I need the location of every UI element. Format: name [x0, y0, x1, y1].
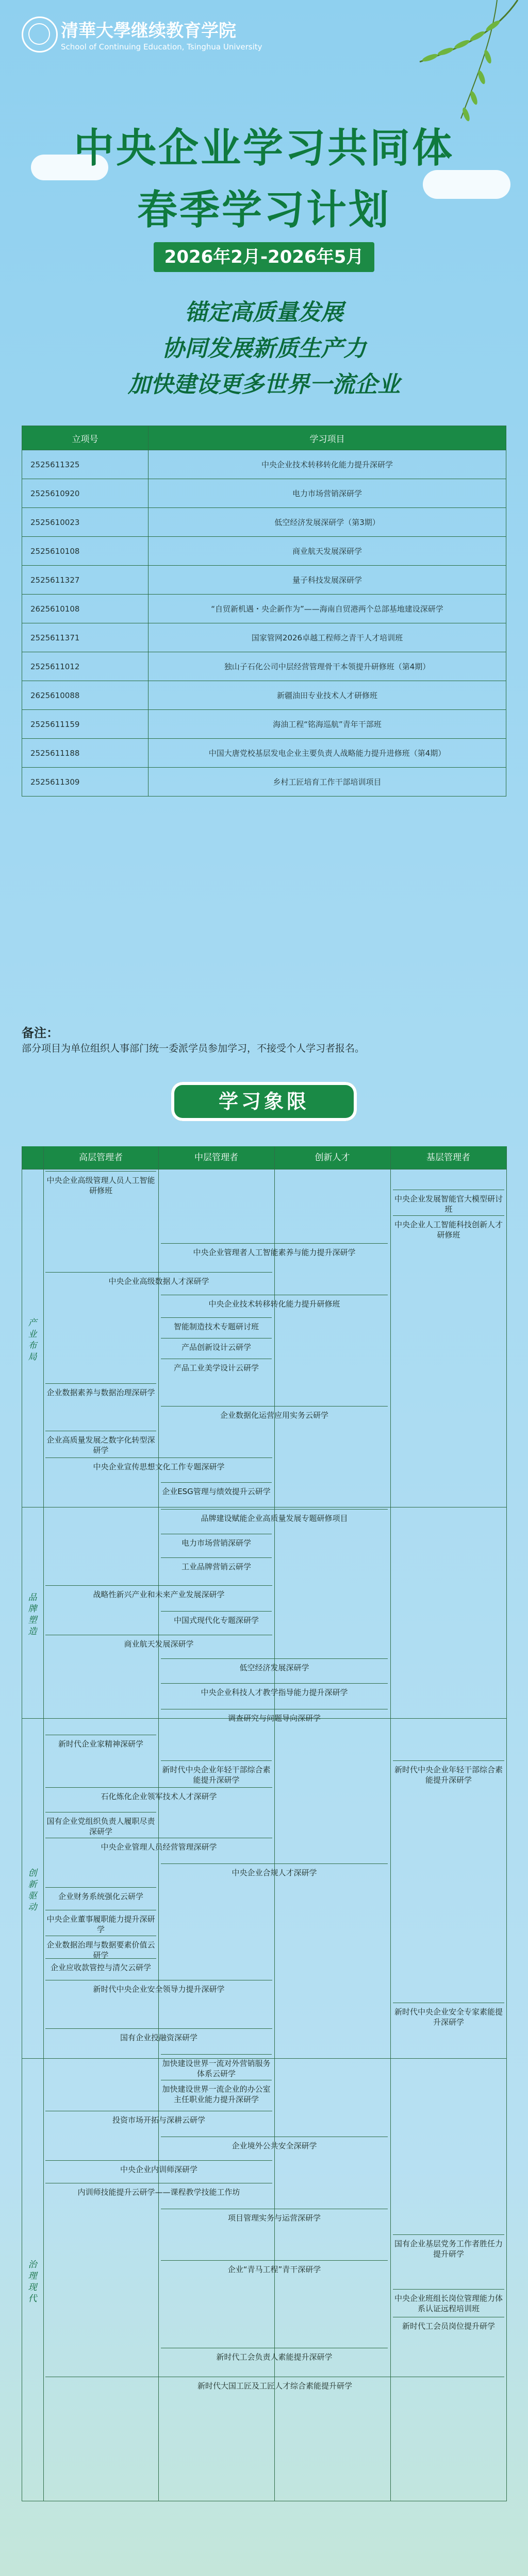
- section-title-learning-quadrant: 学习象限: [171, 1082, 357, 1121]
- project-name: 海油工程“铭海巡航”青年干部班: [148, 710, 506, 739]
- quadrant-item: 企业财务系统强化云研学: [58, 1892, 143, 1901]
- table-row: [22, 479, 506, 508]
- quadrant-item: 企业数据治理与数据要素价值云研学: [46, 1940, 155, 1960]
- project-name: 独山子石化公司中层经营管理骨干本领提升研修班（第4期）: [148, 652, 506, 681]
- quadrant-group-label: [22, 1592, 43, 1637]
- project-id: 2625610088: [22, 681, 148, 710]
- quadrant-item: 中央企业技术转移转化能力提升研修班: [208, 1299, 340, 1309]
- quadrant-item: 加快建设世界一流对外营销服务体系云研学: [162, 2059, 271, 2078]
- quadrant-item: 加快建设世界一流企业的办公室主任职业能力提升深研学: [162, 2084, 271, 2104]
- main-title-line1: 中央企业学习共同体: [73, 125, 454, 172]
- table-header-project: 学习项目: [148, 426, 506, 450]
- quadrant-item: 新时代中央企业年轻干部综合素能提升深研学: [162, 1765, 271, 1785]
- quadrant-item: 中央企业合规人才深研学: [232, 1868, 317, 1877]
- quadrant-item: 智能制造技术专题研讨班: [173, 1322, 259, 1331]
- quadrant-item: 产品工业美学设计云研学: [173, 1363, 259, 1372]
- quadrant-item: 工业品牌营销云研学: [181, 1562, 251, 1571]
- group-label-char: 布: [28, 1341, 37, 1351]
- project-name: 量子科技发展深研学: [148, 566, 506, 595]
- quadrant-item: 企业数据化运营应用实务云研学: [220, 1411, 328, 1420]
- project-table: [22, 426, 506, 796]
- project-id: 2525611309: [22, 768, 148, 796]
- quadrant-item: 企业境外公共安全深研学: [232, 2141, 317, 2150]
- item-divider: [161, 1611, 272, 1612]
- project-id: 2525610023: [22, 508, 148, 537]
- quadrant-item: 企业ESG管理与绩效提升云研学: [162, 1487, 271, 1496]
- quadrant-item: 中央企业科技人才教学指导能力提升深研学: [201, 1688, 348, 1697]
- quadrant-item: 投资市场开拓与深耕云研学: [112, 2115, 205, 2125]
- quadrant-item: 中央企业内训师深研学: [120, 2165, 197, 2174]
- quadrant-header: 基层管理者: [390, 1146, 506, 1169]
- quadrant-item: 石化炼化企业领军技术人才深研学: [101, 1792, 217, 1801]
- group-label-char: 造: [28, 1626, 37, 1637]
- item-divider: [45, 1887, 156, 1888]
- item-divider: [161, 1557, 272, 1558]
- project-name: 中国大唐党校基层发电企业主要负责人战略能力提升进修班（第4期）: [148, 739, 506, 768]
- project-id: 2525610108: [22, 537, 148, 566]
- table-row: [22, 450, 506, 479]
- project-id: 2525611325: [22, 450, 148, 479]
- table-row: [22, 710, 506, 739]
- slogan-3: 加快建设更多世界一流企业: [128, 371, 400, 398]
- quadrant-item: 企业应收款管控与清欠云研学: [50, 1963, 151, 1972]
- group-label-char: 治: [28, 2260, 37, 2270]
- item-divider: [45, 1585, 272, 1586]
- quadrant-item: 品牌建设赋能企业高质量发展专题研修项目: [201, 1514, 348, 1523]
- item-divider: [393, 1215, 504, 1216]
- item-divider: [45, 1383, 156, 1384]
- quadrant-item: 中国式现代化专题深研学: [173, 1616, 259, 1625]
- group-label-char: 产: [28, 1318, 37, 1328]
- group-label-char: 动: [28, 1902, 37, 1912]
- group-divider: [22, 1169, 506, 1170]
- grid-vline: [390, 1146, 391, 2501]
- grid-vline: [43, 1146, 44, 2501]
- quadrant-item: 中央企业管理者人工智能素养与能力提升深研学: [193, 1248, 356, 1257]
- group-label-char: 牌: [28, 1604, 37, 1614]
- logo-english-name: School of Continuing Education, Tsinghua University: [61, 42, 262, 52]
- project-id: 2525611012: [22, 652, 148, 681]
- project-name: 乡村工匠培育工作干部培训项目: [148, 768, 506, 796]
- item-divider: [161, 2260, 388, 2261]
- quadrant-item: 国有企业党组织负责人履职尽责深研学: [46, 1817, 155, 1836]
- project-name: 商业航天发展深研学: [148, 537, 506, 566]
- table-row: [22, 768, 506, 796]
- main-title-line2: 春季学习计划: [137, 187, 391, 233]
- quadrant-item: 中央企业宣传思想文化工作专题深研学: [93, 1462, 225, 1471]
- slogan-2: 协同发展新质生产力: [162, 335, 366, 362]
- school-logo: [14, 13, 303, 70]
- table-row: [22, 623, 506, 652]
- quadrant-item: 战略性新兴产业和未来产业发展深研学: [93, 1590, 225, 1599]
- quadrant-item: 调查研究与问题导向深研学: [227, 1714, 321, 1723]
- group-label-char: 业: [28, 1329, 37, 1340]
- quadrant-item: 中央企业班组长岗位管理能力体系认证远程培训班: [394, 2294, 503, 2313]
- quadrant-item: 中央企业高级管理人员人工智能研修班: [46, 1176, 155, 1195]
- item-divider: [393, 1760, 504, 1761]
- quadrant-item: 中央企业董事履职能力提升深研学: [46, 1914, 155, 1934]
- quadrant-item: 新时代中央企业年轻干部综合素能提升深研学: [394, 1765, 503, 1785]
- item-divider: [393, 2289, 504, 2290]
- item-divider: [161, 1243, 388, 1244]
- quadrant-item: 中央企业管理人员经营管理深研学: [101, 1842, 217, 1852]
- table-row: [22, 595, 506, 623]
- quadrant-item: 电力市场营销深研学: [181, 1538, 251, 1548]
- quadrant-item: 内训师技能提升云研学——课程教学技能工作坊: [77, 2188, 240, 2197]
- item-divider: [161, 1760, 272, 1761]
- table-row: [22, 652, 506, 681]
- quadrant-group-label: [22, 1868, 43, 1913]
- quadrant-item: 企业高质量发展之数字化转型深研学: [46, 1435, 155, 1455]
- table-row: [22, 681, 506, 710]
- item-divider: [45, 1787, 272, 1788]
- item-divider: [161, 1863, 388, 1864]
- logo-name: 清華大學继续教育学院: [61, 21, 236, 41]
- project-name: 电力市场营销深研学: [148, 479, 506, 508]
- item-divider: [161, 1509, 388, 1510]
- quadrant-header: 高层管理者: [43, 1146, 158, 1169]
- group-label-char: 新: [28, 1879, 37, 1890]
- group-label-char: 理: [28, 2271, 37, 2281]
- note-title: 备注：: [22, 1026, 59, 1040]
- learning-quadrant-grid: [22, 1146, 506, 2501]
- item-divider: [45, 1171, 156, 1172]
- slogan-1: 锚定高质量发展: [185, 299, 343, 326]
- group-label-char: 代: [28, 2294, 37, 2304]
- quadrant-item: 国有企业基层党务工作者胜任力提升研学: [394, 2239, 503, 2259]
- project-id: 2525611327: [22, 566, 148, 595]
- quadrant-item: 商业航天发展深研学: [124, 1639, 194, 1649]
- project-name: 中央企业技术转移转化能力提升深研学: [148, 450, 506, 479]
- project-name: “自贸新机遇・央企新作为”——海南自贸港两个总部基地建设深研学: [148, 595, 506, 623]
- item-divider: [161, 1482, 272, 1483]
- quadrant-group-label: [22, 1317, 43, 1363]
- project-name: 低空经济发展深研学（第3期）: [148, 508, 506, 537]
- table-row: [22, 537, 506, 566]
- item-divider: [161, 1683, 388, 1684]
- group-label-char: 创: [28, 1868, 37, 1878]
- group-label-char: 现: [28, 2282, 37, 2293]
- item-divider: [393, 2234, 504, 2235]
- project-id: 2525611159: [22, 710, 148, 739]
- item-divider: [161, 1658, 388, 1659]
- table-row: [22, 739, 506, 768]
- quadrant-item: 项目管理实务与运营深研学: [227, 2213, 321, 2223]
- quadrant-item: 国有企业投融资深研学: [120, 2033, 197, 2042]
- project-name: 新疆油田专业技术人才研修班: [148, 681, 506, 710]
- quadrant-item: 产品创新设计云研学: [181, 1343, 251, 1352]
- quadrant-item: 新时代中央企业安全领导力提升深研学: [93, 1985, 225, 1994]
- quadrant-item: 新时代大国工匠及工匠人才综合素能提升研学: [197, 2381, 352, 2391]
- item-divider: [45, 2028, 272, 2029]
- quadrant-item: 中央企业发展智能官大模型研讨班: [394, 1194, 503, 1214]
- group-label-char: 品: [28, 1592, 37, 1603]
- group-label-char: 驱: [28, 1891, 37, 1901]
- tsinghua-seal-icon: [22, 16, 58, 53]
- quadrant-group-label: [22, 2259, 43, 2304]
- quadrant-header-corner: [22, 1146, 43, 1169]
- project-name: 国家管网2026卓越工程师之青干人才培训班: [148, 623, 506, 652]
- quadrant-item: 新时代工会负责人素能提升深研学: [216, 2352, 333, 2362]
- table-row: [22, 566, 506, 595]
- quadrant-header: 创新人才: [274, 1146, 390, 1169]
- item-divider: [45, 1272, 272, 1273]
- quadrant-item: 新时代工会员岗位提升研学: [402, 2321, 495, 2331]
- quadrant-item: 新时代企业家精神深研学: [58, 1739, 143, 1749]
- item-divider: [45, 1958, 156, 1959]
- quadrant-item: 企业“青马工程”青干深研学: [227, 2265, 321, 2274]
- quadrant-item: 低空经济发展深研学: [239, 1663, 309, 1672]
- note-text: 部分项目为单位组织人事部门统一委派学员参加学习，不接受个人学习者报名。: [22, 1043, 365, 1054]
- table-row: [22, 508, 506, 537]
- item-divider: [161, 1317, 272, 1318]
- quadrant-item: 中央企业高级数据人才深研学: [108, 1277, 209, 1286]
- table-header-id: 立项号: [22, 426, 148, 450]
- quadrant-item: 企业数据素养与数据治理深研学: [46, 1388, 155, 1397]
- quadrant-item: 新时代中央企业安全专家素能提升深研学: [394, 2007, 503, 2027]
- grid-vline: [506, 1146, 507, 2501]
- group-label-char: 局: [28, 1352, 37, 1362]
- quadrant-item: 中央企业人工智能科技创新人才研修班: [394, 1220, 503, 1240]
- date-range-banner: 2026年2月-2026年5月: [154, 242, 374, 272]
- grid-vline: [274, 1146, 275, 2501]
- project-id: 2525611188: [22, 739, 148, 768]
- project-id: 2625610108: [22, 595, 148, 623]
- grid-vline: [158, 1146, 159, 2501]
- quadrant-header: 中层管理者: [158, 1146, 274, 1169]
- item-divider: [45, 2160, 272, 2161]
- group-label-char: 塑: [28, 1615, 37, 1625]
- item-divider: [161, 2054, 272, 2055]
- project-id: 2525611371: [22, 623, 148, 652]
- project-id: 2525610920: [22, 479, 148, 508]
